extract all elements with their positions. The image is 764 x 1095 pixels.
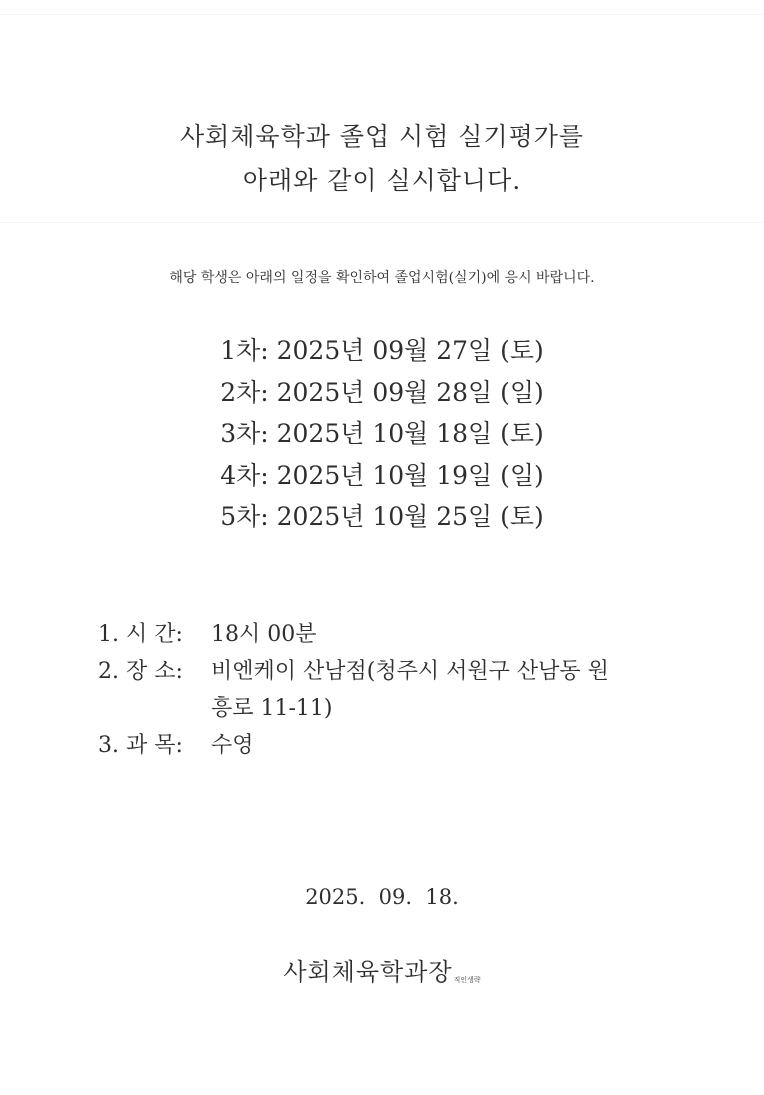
detail-place-row bbox=[98, 653, 678, 690]
detail-place-label: 2. 장 소: bbox=[98, 659, 183, 684]
schedule-item-3: 3차: 2025년 10월 18일 (토) bbox=[220, 419, 544, 448]
page-edge-top bbox=[0, 14, 764, 15]
notice-text: 해당 학생은 아래의 일정을 확인하여 졸업시험(실기)에 응시 바랍니다. bbox=[169, 270, 595, 286]
exam-schedule-list bbox=[0, 330, 764, 538]
detail-subject-row bbox=[98, 727, 678, 764]
detail-subject-label: 3. 과 목: bbox=[98, 733, 183, 758]
signature-name: 사회체육학과장 bbox=[283, 958, 453, 986]
detail-time-value: 18시 00분 bbox=[211, 622, 317, 647]
detail-time-label: 1. 시 간: bbox=[98, 622, 183, 647]
detail-place-value-line2: 흥로 11-11) bbox=[211, 696, 333, 721]
document-title-line1: 사회체육학과 졸업 시험 실기평가를 bbox=[179, 122, 585, 151]
document-date: 2025. 09. 18. bbox=[305, 885, 459, 909]
seal-omitted-note: 직인생략 bbox=[453, 976, 481, 984]
schedule-item-4: 4차: 2025년 10월 19일 (일) bbox=[220, 460, 544, 490]
schedule-item-1: 1차: 2025년 09월 27일 (토) bbox=[220, 336, 544, 365]
schedule-item-5: 5차: 2025년 10월 25일 (토) bbox=[220, 502, 544, 531]
schedule-item-2: 2차: 2025년 09월 28일 (일) bbox=[220, 377, 544, 407]
detail-place-row-continued bbox=[98, 690, 678, 727]
exam-details bbox=[98, 616, 678, 764]
document-title-line2: 아래와 같이 실시합니다. bbox=[242, 166, 522, 195]
detail-place-value-line1: 비엔케이 산남점(청주시 서원구 산남동 원 bbox=[211, 659, 609, 684]
scan-line bbox=[0, 222, 764, 223]
detail-time-row bbox=[98, 616, 678, 653]
detail-subject-value: 수영 bbox=[211, 733, 254, 758]
signature-block bbox=[0, 952, 764, 992]
